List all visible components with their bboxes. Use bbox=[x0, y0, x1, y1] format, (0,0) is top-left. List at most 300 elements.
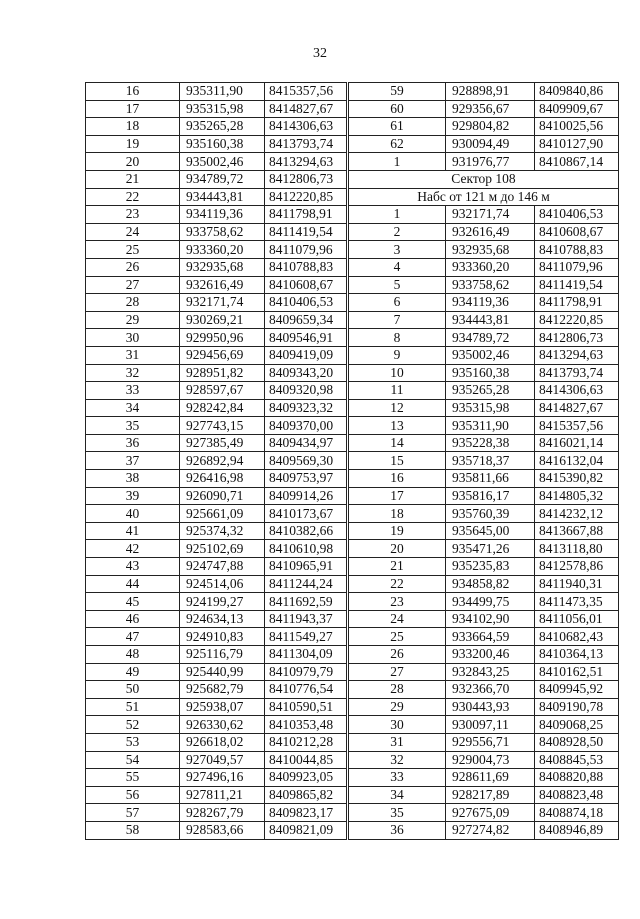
table-row bbox=[86, 452, 347, 470]
y-coordinate-cell: 8412806,73 bbox=[265, 170, 347, 188]
point-number-cell: 24 bbox=[86, 223, 180, 241]
y-coordinate-cell: 8411244,24 bbox=[265, 575, 347, 593]
y-coordinate-cell: 8414827,67 bbox=[535, 399, 619, 417]
x-coordinate-cell: 933758,62 bbox=[180, 223, 265, 241]
x-coordinate-cell: 934102,90 bbox=[446, 610, 535, 628]
x-coordinate-cell: 932616,49 bbox=[446, 223, 535, 241]
y-coordinate-cell: 8410025,56 bbox=[535, 118, 619, 136]
x-coordinate-cell: 932843,25 bbox=[446, 663, 535, 681]
table-row bbox=[349, 786, 619, 804]
x-coordinate-cell: 926090,71 bbox=[180, 487, 265, 505]
point-number-cell: 35 bbox=[349, 804, 446, 822]
y-coordinate-cell: 8412220,85 bbox=[265, 188, 347, 206]
table-row bbox=[86, 663, 347, 681]
x-coordinate-cell: 929004,73 bbox=[446, 751, 535, 769]
x-coordinate-cell: 934119,36 bbox=[446, 294, 535, 312]
table-row bbox=[86, 241, 347, 259]
point-number-cell: 11 bbox=[349, 382, 446, 400]
sector-subtitle: Набс от 121 м до 146 м bbox=[349, 188, 619, 206]
y-coordinate-cell: 8410364,13 bbox=[535, 646, 619, 664]
x-coordinate-cell: 924514,06 bbox=[180, 575, 265, 593]
y-coordinate-cell: 8412578,86 bbox=[535, 558, 619, 576]
point-number-cell: 33 bbox=[86, 382, 180, 400]
y-coordinate-cell: 8409323,32 bbox=[265, 399, 347, 417]
table-row bbox=[86, 153, 347, 171]
y-coordinate-cell: 8409068,25 bbox=[535, 716, 619, 734]
table-row bbox=[349, 505, 619, 523]
table-row bbox=[86, 681, 347, 699]
table-row bbox=[86, 135, 347, 153]
table-row bbox=[86, 364, 347, 382]
x-coordinate-cell: 928242,84 bbox=[180, 399, 265, 417]
x-coordinate-cell: 934789,72 bbox=[446, 329, 535, 347]
point-number-cell: 12 bbox=[349, 399, 446, 417]
table-row bbox=[349, 83, 619, 101]
y-coordinate-cell: 8408946,89 bbox=[535, 821, 619, 839]
table-row bbox=[86, 258, 347, 276]
y-coordinate-cell: 8409659,34 bbox=[265, 311, 347, 329]
table-row bbox=[349, 698, 619, 716]
y-coordinate-cell: 8415357,56 bbox=[535, 417, 619, 435]
point-number-cell: 22 bbox=[86, 188, 180, 206]
x-coordinate-cell: 935311,90 bbox=[180, 83, 265, 101]
point-number-cell: 4 bbox=[349, 258, 446, 276]
point-number-cell: 1 bbox=[349, 153, 446, 171]
x-coordinate-cell: 924199,27 bbox=[180, 593, 265, 611]
y-coordinate-cell: 8409320,98 bbox=[265, 382, 347, 400]
sector-subtitle-row bbox=[349, 188, 619, 206]
x-coordinate-cell: 935002,46 bbox=[446, 346, 535, 364]
y-coordinate-cell: 8415390,82 bbox=[535, 470, 619, 488]
y-coordinate-cell: 8411304,09 bbox=[265, 646, 347, 664]
y-coordinate-cell: 8414306,63 bbox=[265, 118, 347, 136]
point-number-cell: 38 bbox=[86, 470, 180, 488]
y-coordinate-cell: 8409569,30 bbox=[265, 452, 347, 470]
y-coordinate-cell: 8410788,83 bbox=[265, 258, 347, 276]
right-table-top-rows bbox=[349, 83, 619, 171]
y-coordinate-cell: 8411943,37 bbox=[265, 610, 347, 628]
table-row bbox=[349, 241, 619, 259]
x-coordinate-cell: 935811,66 bbox=[446, 470, 535, 488]
table-row bbox=[86, 505, 347, 523]
page-number: 32 bbox=[313, 46, 327, 61]
x-coordinate-cell: 932171,74 bbox=[446, 206, 535, 224]
x-coordinate-cell: 929804,82 bbox=[446, 118, 535, 136]
x-coordinate-cell: 930269,21 bbox=[180, 311, 265, 329]
point-number-cell: 27 bbox=[349, 663, 446, 681]
x-coordinate-cell: 926618,02 bbox=[180, 733, 265, 751]
point-number-cell: 61 bbox=[349, 118, 446, 136]
table-row bbox=[349, 663, 619, 681]
table-row bbox=[349, 100, 619, 118]
table-row bbox=[86, 575, 347, 593]
y-coordinate-cell: 8413793,74 bbox=[265, 135, 347, 153]
x-coordinate-cell: 935816,17 bbox=[446, 487, 535, 505]
table-row bbox=[349, 382, 619, 400]
y-coordinate-cell: 8410382,66 bbox=[265, 522, 347, 540]
table-row bbox=[86, 593, 347, 611]
point-number-cell: 31 bbox=[86, 346, 180, 364]
point-number-cell: 57 bbox=[86, 804, 180, 822]
table-row bbox=[86, 646, 347, 664]
y-coordinate-cell: 8410162,51 bbox=[535, 663, 619, 681]
point-number-cell: 6 bbox=[349, 294, 446, 312]
table-row bbox=[86, 610, 347, 628]
point-number-cell: 53 bbox=[86, 733, 180, 751]
point-number-cell: 16 bbox=[86, 83, 180, 101]
table-row bbox=[349, 522, 619, 540]
x-coordinate-cell: 924747,88 bbox=[180, 558, 265, 576]
point-number-cell: 29 bbox=[86, 311, 180, 329]
table-row bbox=[86, 540, 347, 558]
y-coordinate-cell: 8409840,86 bbox=[535, 83, 619, 101]
point-number-cell: 18 bbox=[349, 505, 446, 523]
point-number-cell: 45 bbox=[86, 593, 180, 611]
y-coordinate-cell: 8409419,09 bbox=[265, 346, 347, 364]
x-coordinate-cell: 928597,67 bbox=[180, 382, 265, 400]
x-coordinate-cell: 933360,20 bbox=[180, 241, 265, 259]
y-coordinate-cell: 8411940,31 bbox=[535, 575, 619, 593]
x-coordinate-cell: 932171,74 bbox=[180, 294, 265, 312]
point-number-cell: 31 bbox=[349, 733, 446, 751]
x-coordinate-cell: 930443,93 bbox=[446, 698, 535, 716]
x-coordinate-cell: 925440,99 bbox=[180, 663, 265, 681]
point-number-cell: 51 bbox=[86, 698, 180, 716]
x-coordinate-cell: 935002,46 bbox=[180, 153, 265, 171]
table-row bbox=[86, 206, 347, 224]
y-coordinate-cell: 8410682,43 bbox=[535, 628, 619, 646]
y-coordinate-cell: 8408820,88 bbox=[535, 769, 619, 787]
table-row bbox=[349, 575, 619, 593]
table-row bbox=[86, 558, 347, 576]
point-number-cell: 52 bbox=[86, 716, 180, 734]
point-number-cell: 34 bbox=[349, 786, 446, 804]
x-coordinate-cell: 928583,66 bbox=[180, 821, 265, 839]
table-row bbox=[86, 294, 347, 312]
table-row bbox=[349, 452, 619, 470]
y-coordinate-cell: 8409753,97 bbox=[265, 470, 347, 488]
y-coordinate-cell: 8408874,18 bbox=[535, 804, 619, 822]
x-coordinate-cell: 932366,70 bbox=[446, 681, 535, 699]
x-coordinate-cell: 932935,68 bbox=[180, 258, 265, 276]
x-coordinate-cell: 925938,07 bbox=[180, 698, 265, 716]
point-number-cell: 26 bbox=[349, 646, 446, 664]
point-number-cell: 1 bbox=[349, 206, 446, 224]
point-number-cell: 10 bbox=[349, 364, 446, 382]
y-coordinate-cell: 8410212,28 bbox=[265, 733, 347, 751]
x-coordinate-cell: 928611,69 bbox=[446, 769, 535, 787]
y-coordinate-cell: 8414232,12 bbox=[535, 505, 619, 523]
point-number-cell: 32 bbox=[349, 751, 446, 769]
x-coordinate-cell: 928217,89 bbox=[446, 786, 535, 804]
point-number-cell: 27 bbox=[86, 276, 180, 294]
y-coordinate-cell: 8410610,98 bbox=[265, 540, 347, 558]
point-number-cell: 43 bbox=[86, 558, 180, 576]
point-number-cell: 18 bbox=[86, 118, 180, 136]
x-coordinate-cell: 927274,82 bbox=[446, 821, 535, 839]
point-number-cell: 56 bbox=[86, 786, 180, 804]
y-coordinate-cell: 8409821,09 bbox=[265, 821, 347, 839]
y-coordinate-cell: 8410353,48 bbox=[265, 716, 347, 734]
y-coordinate-cell: 8411079,96 bbox=[535, 258, 619, 276]
point-number-cell: 19 bbox=[86, 135, 180, 153]
x-coordinate-cell: 927385,49 bbox=[180, 434, 265, 452]
point-number-cell: 15 bbox=[349, 452, 446, 470]
table-row bbox=[86, 100, 347, 118]
x-coordinate-cell: 930097,11 bbox=[446, 716, 535, 734]
table-row bbox=[86, 223, 347, 241]
table-row bbox=[349, 223, 619, 241]
y-coordinate-cell: 8415357,56 bbox=[265, 83, 347, 101]
table-row bbox=[349, 716, 619, 734]
point-number-cell: 35 bbox=[86, 417, 180, 435]
x-coordinate-cell: 925102,69 bbox=[180, 540, 265, 558]
table-row bbox=[86, 276, 347, 294]
table-row bbox=[349, 769, 619, 787]
table-row bbox=[86, 417, 347, 435]
y-coordinate-cell: 8409343,20 bbox=[265, 364, 347, 382]
point-number-cell: 30 bbox=[86, 329, 180, 347]
y-coordinate-cell: 8410788,83 bbox=[535, 241, 619, 259]
x-coordinate-cell: 924634,13 bbox=[180, 610, 265, 628]
table-row bbox=[86, 118, 347, 136]
y-coordinate-cell: 8409865,82 bbox=[265, 786, 347, 804]
y-coordinate-cell: 8411798,91 bbox=[265, 206, 347, 224]
table-row bbox=[349, 364, 619, 382]
y-coordinate-cell: 8409823,17 bbox=[265, 804, 347, 822]
y-coordinate-cell: 8410776,54 bbox=[265, 681, 347, 699]
point-number-cell: 54 bbox=[86, 751, 180, 769]
x-coordinate-cell: 933360,20 bbox=[446, 258, 535, 276]
point-number-cell: 59 bbox=[349, 83, 446, 101]
x-coordinate-cell: 925116,79 bbox=[180, 646, 265, 664]
y-coordinate-cell: 8409909,67 bbox=[535, 100, 619, 118]
table-row bbox=[86, 188, 347, 206]
x-coordinate-cell: 934789,72 bbox=[180, 170, 265, 188]
y-coordinate-cell: 8413793,74 bbox=[535, 364, 619, 382]
x-coordinate-cell: 934119,36 bbox=[180, 206, 265, 224]
table-row bbox=[349, 733, 619, 751]
point-number-cell: 48 bbox=[86, 646, 180, 664]
point-number-cell: 17 bbox=[86, 100, 180, 118]
left-table-body bbox=[86, 83, 347, 840]
y-coordinate-cell: 8410406,53 bbox=[265, 294, 347, 312]
sector-title: Сектор 108 bbox=[349, 170, 619, 188]
y-coordinate-cell: 8410044,85 bbox=[265, 751, 347, 769]
table-row bbox=[349, 276, 619, 294]
x-coordinate-cell: 929556,71 bbox=[446, 733, 535, 751]
y-coordinate-cell: 8410979,79 bbox=[265, 663, 347, 681]
x-coordinate-cell: 932616,49 bbox=[180, 276, 265, 294]
x-coordinate-cell: 933200,46 bbox=[446, 646, 535, 664]
x-coordinate-cell: 934858,82 bbox=[446, 575, 535, 593]
table-row bbox=[349, 646, 619, 664]
x-coordinate-cell: 935235,83 bbox=[446, 558, 535, 576]
point-number-cell: 23 bbox=[349, 593, 446, 611]
x-coordinate-cell: 931976,77 bbox=[446, 153, 535, 171]
point-number-cell: 9 bbox=[349, 346, 446, 364]
point-number-cell: 32 bbox=[86, 364, 180, 382]
table-row bbox=[349, 610, 619, 628]
table-row bbox=[349, 153, 619, 171]
point-number-cell: 44 bbox=[86, 575, 180, 593]
point-number-cell: 40 bbox=[86, 505, 180, 523]
point-number-cell: 19 bbox=[349, 522, 446, 540]
y-coordinate-cell: 8410127,90 bbox=[535, 135, 619, 153]
table-row bbox=[86, 821, 347, 839]
y-coordinate-cell: 8409190,78 bbox=[535, 698, 619, 716]
y-coordinate-cell: 8408845,53 bbox=[535, 751, 619, 769]
table-row bbox=[86, 487, 347, 505]
x-coordinate-cell: 935265,28 bbox=[446, 382, 535, 400]
x-coordinate-cell: 934443,81 bbox=[180, 188, 265, 206]
y-coordinate-cell: 8409923,05 bbox=[265, 769, 347, 787]
sector-title-row bbox=[349, 170, 619, 188]
table-row bbox=[349, 804, 619, 822]
y-coordinate-cell: 8411079,96 bbox=[265, 241, 347, 259]
x-coordinate-cell: 935718,37 bbox=[446, 452, 535, 470]
table-row bbox=[349, 434, 619, 452]
x-coordinate-cell: 934443,81 bbox=[446, 311, 535, 329]
x-coordinate-cell: 933758,62 bbox=[446, 276, 535, 294]
y-coordinate-cell: 8410406,53 bbox=[535, 206, 619, 224]
x-coordinate-cell: 932935,68 bbox=[446, 241, 535, 259]
x-coordinate-cell: 926892,94 bbox=[180, 452, 265, 470]
point-number-cell: 46 bbox=[86, 610, 180, 628]
table-row bbox=[349, 311, 619, 329]
point-number-cell: 60 bbox=[349, 100, 446, 118]
y-coordinate-cell: 8411549,27 bbox=[265, 628, 347, 646]
point-number-cell: 47 bbox=[86, 628, 180, 646]
x-coordinate-cell: 928898,91 bbox=[446, 83, 535, 101]
table-row bbox=[349, 206, 619, 224]
point-number-cell: 28 bbox=[86, 294, 180, 312]
table-row bbox=[349, 329, 619, 347]
point-number-cell: 36 bbox=[86, 434, 180, 452]
point-number-cell: 26 bbox=[86, 258, 180, 276]
point-number-cell: 24 bbox=[349, 610, 446, 628]
y-coordinate-cell: 8411692,59 bbox=[265, 593, 347, 611]
x-coordinate-cell: 935311,90 bbox=[446, 417, 535, 435]
y-coordinate-cell: 8411473,35 bbox=[535, 593, 619, 611]
y-coordinate-cell: 8409370,00 bbox=[265, 417, 347, 435]
table-row bbox=[86, 628, 347, 646]
y-coordinate-cell: 8414306,63 bbox=[535, 382, 619, 400]
table-row bbox=[349, 821, 619, 839]
table-row bbox=[86, 311, 347, 329]
table-row bbox=[349, 751, 619, 769]
point-number-cell: 21 bbox=[349, 558, 446, 576]
y-coordinate-cell: 8410608,67 bbox=[535, 223, 619, 241]
y-coordinate-cell: 8409914,26 bbox=[265, 487, 347, 505]
table-row bbox=[86, 170, 347, 188]
y-coordinate-cell: 8410965,91 bbox=[265, 558, 347, 576]
point-number-cell: 22 bbox=[349, 575, 446, 593]
x-coordinate-cell: 935760,39 bbox=[446, 505, 535, 523]
table-row bbox=[349, 417, 619, 435]
point-number-cell: 55 bbox=[86, 769, 180, 787]
table-row bbox=[349, 628, 619, 646]
y-coordinate-cell: 8414805,32 bbox=[535, 487, 619, 505]
y-coordinate-cell: 8412220,85 bbox=[535, 311, 619, 329]
y-coordinate-cell: 8408928,50 bbox=[535, 733, 619, 751]
x-coordinate-cell: 935160,38 bbox=[446, 364, 535, 382]
y-coordinate-cell: 8413667,88 bbox=[535, 522, 619, 540]
x-coordinate-cell: 925661,09 bbox=[180, 505, 265, 523]
table-row bbox=[86, 716, 347, 734]
point-number-cell: 33 bbox=[349, 769, 446, 787]
y-coordinate-cell: 8409434,97 bbox=[265, 434, 347, 452]
x-coordinate-cell: 927496,16 bbox=[180, 769, 265, 787]
x-coordinate-cell: 935228,38 bbox=[446, 434, 535, 452]
point-number-cell: 37 bbox=[86, 452, 180, 470]
table-row bbox=[86, 804, 347, 822]
y-coordinate-cell: 8408823,48 bbox=[535, 786, 619, 804]
table-row bbox=[86, 346, 347, 364]
point-number-cell: 49 bbox=[86, 663, 180, 681]
point-number-cell: 25 bbox=[86, 241, 180, 259]
point-number-cell: 42 bbox=[86, 540, 180, 558]
table-row bbox=[86, 522, 347, 540]
point-number-cell: 50 bbox=[86, 681, 180, 699]
point-number-cell: 20 bbox=[349, 540, 446, 558]
table-row bbox=[349, 118, 619, 136]
y-coordinate-cell: 8411419,54 bbox=[265, 223, 347, 241]
point-number-cell: 39 bbox=[86, 487, 180, 505]
y-coordinate-cell: 8411056,01 bbox=[535, 610, 619, 628]
y-coordinate-cell: 8416021,14 bbox=[535, 434, 619, 452]
point-number-cell: 23 bbox=[86, 206, 180, 224]
point-number-cell: 30 bbox=[349, 716, 446, 734]
table-row bbox=[349, 487, 619, 505]
table-row bbox=[86, 733, 347, 751]
table-row bbox=[349, 470, 619, 488]
x-coordinate-cell: 927049,57 bbox=[180, 751, 265, 769]
x-coordinate-cell: 934499,75 bbox=[446, 593, 535, 611]
point-number-cell: 3 bbox=[349, 241, 446, 259]
point-number-cell: 28 bbox=[349, 681, 446, 699]
x-coordinate-cell: 933664,59 bbox=[446, 628, 535, 646]
y-coordinate-cell: 8410590,51 bbox=[265, 698, 347, 716]
y-coordinate-cell: 8413294,63 bbox=[265, 153, 347, 171]
table-row bbox=[86, 329, 347, 347]
x-coordinate-cell: 929356,67 bbox=[446, 100, 535, 118]
point-number-cell: 2 bbox=[349, 223, 446, 241]
x-coordinate-cell: 935471,26 bbox=[446, 540, 535, 558]
point-number-cell: 36 bbox=[349, 821, 446, 839]
y-coordinate-cell: 8409945,92 bbox=[535, 681, 619, 699]
point-number-cell: 34 bbox=[86, 399, 180, 417]
point-number-cell: 14 bbox=[349, 434, 446, 452]
x-coordinate-cell: 927743,15 bbox=[180, 417, 265, 435]
y-coordinate-cell: 8413294,63 bbox=[535, 346, 619, 364]
y-coordinate-cell: 8410173,67 bbox=[265, 505, 347, 523]
table-row bbox=[349, 540, 619, 558]
table-row bbox=[349, 135, 619, 153]
y-coordinate-cell: 8410867,14 bbox=[535, 153, 619, 171]
point-number-cell: 41 bbox=[86, 522, 180, 540]
x-coordinate-cell: 929950,96 bbox=[180, 329, 265, 347]
point-number-cell: 58 bbox=[86, 821, 180, 839]
table-row bbox=[86, 83, 347, 101]
table-row bbox=[349, 258, 619, 276]
x-coordinate-cell: 935315,98 bbox=[180, 100, 265, 118]
y-coordinate-cell: 8411798,91 bbox=[535, 294, 619, 312]
table-row bbox=[86, 382, 347, 400]
table-row bbox=[86, 434, 347, 452]
x-coordinate-cell: 924910,83 bbox=[180, 628, 265, 646]
table-row bbox=[86, 698, 347, 716]
